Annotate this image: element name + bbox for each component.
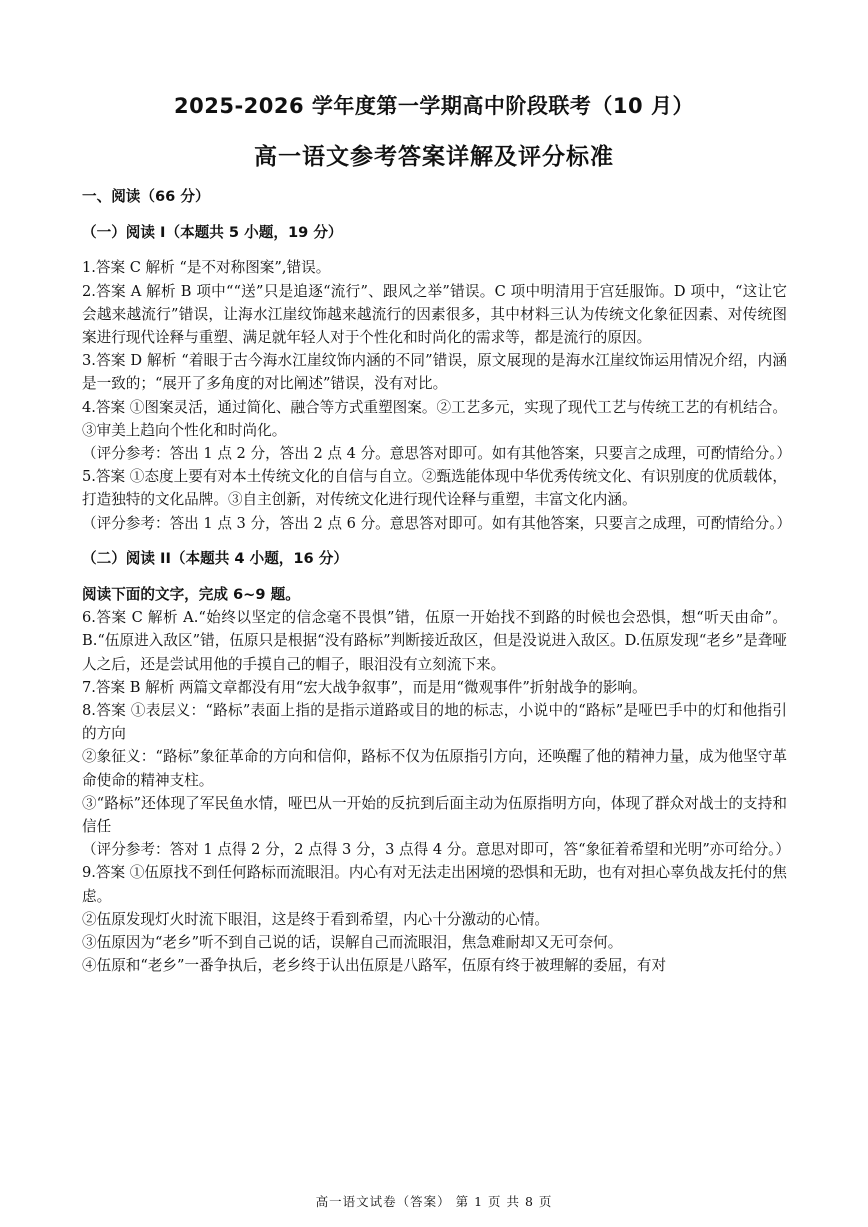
- score-note-q8: （评分参考：答对 1 点得 2 分，2 点得 3 分，3 点得 4 分。意思对即可，答“象征着希望和光明”亦可给分。）: [82, 841, 791, 859]
- answer-q6: 6.答案 C 解析 A.“始终以坚定的信念毫不畏惧”错，伍原一开始找不到路的时候也会恐惧，想“听天由命”。B.“伍原进入敌区”错，伍原只是根据“没有路标”判断接近敌区，但是没说进入敌区。D.伍原发现“老乡”是聋哑人之后，还是尝试用他的手摸自己的帽子，眼泪没有立刻流下来。: [82, 609, 787, 673]
- part-heading-reading-1: （一）阅读 I（本题共 5 小题，19 分）: [82, 224, 343, 242]
- answer-q1: 1.答案 C 解析 “是不对称图案”,错误。: [82, 259, 331, 277]
- part-heading-reading-2: （二）阅读 II（本题共 4 小题，16 分）: [82, 549, 348, 567]
- answer-q9-point2: ②伍原发现灯火时流下眼泪，这是终于看到希望，内心十分激动的心情。: [82, 910, 550, 928]
- answer-q2: 2.答案 A 解析 B 项中““送”只是追逐“流行”、跟风之举”错误。C 项中明清用于宫廷服饰。D 项中，“这让它会越来越流行”错误，让海水江崖纹饰越来越流行的因素很多，其中材料三认为传统文化象征因素、对传统图案进行现代诠释与重塑、满足就年轻人对于个性化和时尚化的需求等，都是流行的原因。: [82, 282, 787, 347]
- section-heading-reading: 一、阅读（66 分）: [82, 188, 210, 205]
- answer-q9-point1: 9.答案 ①伍原找不到任何路标而流眼泪。内心有对无法走出困境的恐惧和无助，也有对担心辜负战友托付的焦虑。: [82, 864, 787, 905]
- answer-q7: 7.答案 B 解析 两篇文章都没有用“宏大战争叙事”，而是用“微观事件”折射战争的影响。: [82, 678, 647, 696]
- answer-q9-point4: ④伍原和“老乡”一番争执后，老乡终于认出伍原是八路军，伍原有终于被理解的委屈，有对: [82, 957, 667, 975]
- answer-q8-point2: ②象征义：“路标”象征革命的方向和信仰，路标不仅为伍原指引方向，还唤醒了他的精神力量，成为他坚守革命使命的精神支柱。: [82, 748, 787, 789]
- answer-q8-point1: 8.答案 ①表层义：“路标”表面上指的是指示道路或目的地的标志，小说中的“路标”是哑巴手中的灯和他指引的方向: [82, 702, 787, 743]
- exam-title: 2025-2026 学年度第一学期高中阶段联考（10 月）: [174, 94, 694, 118]
- spacer: [82, 570, 787, 583]
- page-footer: 高一语文试卷（答案） 第 1 页 共 8 页: [315, 1194, 553, 1209]
- answer-q5: 5.答案 ①态度上要有对本土传统文化的自信与自立。②甄选能体现中华优秀传统文化、有识别度的优质载体，打造独特的文化品牌。③自主创新，对传统文化进行现代诠释与重塑，丰富文化内涵。: [82, 468, 787, 509]
- answer-content: [82, 185, 792, 978]
- score-note-q5: （评分参考：答出 1 点 3 分，答出 2 点 6 分。意思答对即可。如有其他答案，只要言之成理，可酌情给分。）: [82, 514, 792, 532]
- answer-q8-point3: ③“路标”还体现了军民鱼水情，哑巴从一开始的反抗到后面主动为伍原指明方向，体现了群众对战士的支持和信任: [82, 794, 787, 836]
- spacer: [82, 535, 787, 547]
- spacer: [82, 208, 787, 221]
- spacer: [82, 244, 787, 256]
- reading-instruction: 阅读下面的文字，完成 6~9 题。: [82, 586, 300, 604]
- answer-q3: 3.答案 D 解析 “着眼于古今海水江崖纹饰内涵的不同”错误，原文展现的是海水江崖纹饰运用情况介绍，内涵是一致的；“展开了多角度的对比阐述”错误，没有对比。: [82, 352, 787, 393]
- document-subtitle: 高一语文参考答案详解及评分标准: [254, 144, 614, 170]
- score-note-q4: （评分参考：答出 1 点 2 分，答出 2 点 4 分。意思答对即可。如有其他答案，只要言之成理，可酌情给分。）: [82, 445, 792, 463]
- answer-q9-point3: ③伍原因为“老乡”听不到自己说的话，误解自己而流眼泪，焦急难耐却又无可奈何。: [82, 934, 623, 952]
- answer-q4: 4.答案 ①图案灵活，通过简化、融合等方式重塑图案。②工艺多元，实现了现代工艺与传统工艺的有机结合。③审美上趋向个性化和时尚化。: [82, 398, 787, 439]
